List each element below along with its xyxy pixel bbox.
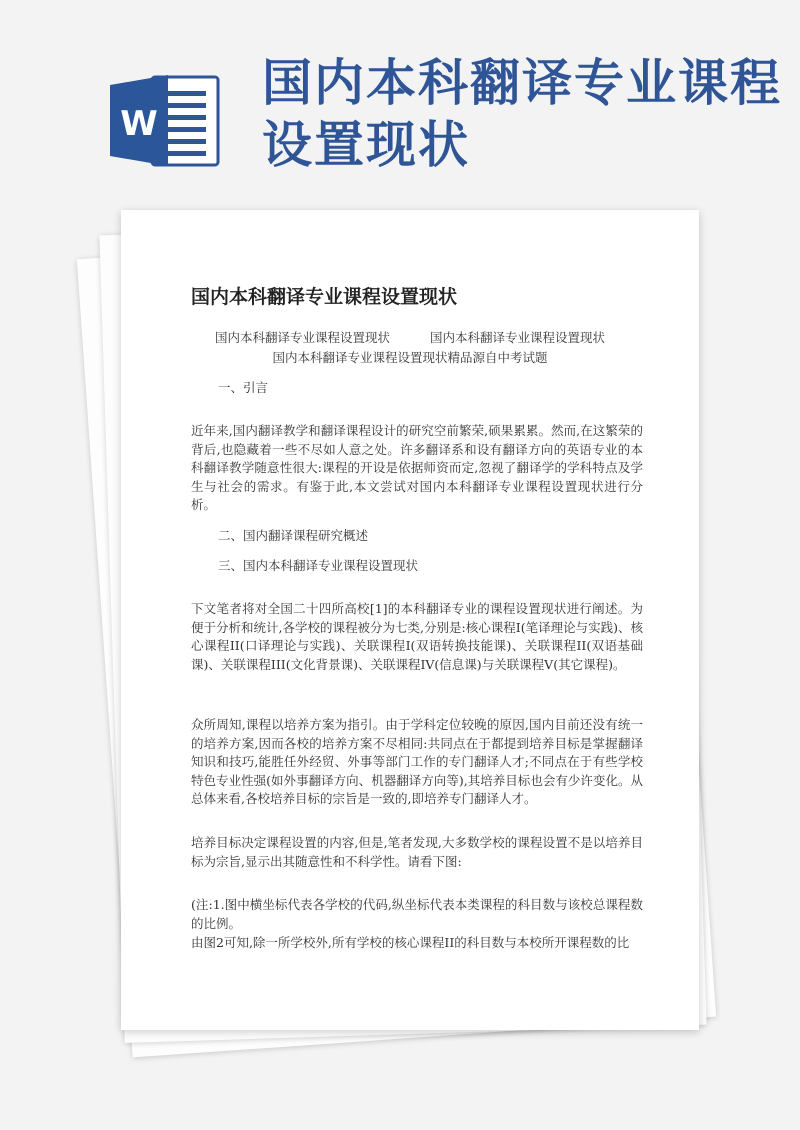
subtitle-row [121,328,699,346]
word-document-icon [108,73,220,168]
section-heading-overview: 二、国内翻译课程研究概述 [218,528,369,543]
header-title [262,52,782,176]
paragraph-5: (注:1.图中横坐标代表各学校的代码,纵坐标代表本类课程的科目数与该校总课程数的比例。 [191,897,643,931]
paragraph-2: 下文笔者将对全国二十四所高校[1]的本科翻译专业的课程设置现状进行阐述。为便于分析和统计,各学校的课程被分为七类,分别是:核心课程I(笔译理论与实践)、核心课程II(口译理论与实践)、关联课程I(双语转换技能课)、关联课程II(双语基础课)、关联课程III(文化背景课)、关联课程IV(信息课)与关联课程V(其它课程)。 [191,601,643,672]
section-heading-status: 三、国内本科翻译专业课程设置现状 [218,558,419,573]
paragraph-4: 培养目标决定课程设置的内容,但是,笔者发现,大多数学校的课程设置不是以培养目标为宗旨,显示出其随意性和不科学性。请看下图: [191,835,643,869]
paragraph-1: 近年来,国内翻译教学和翻译课程设计的研究空前繁荣,硕果累累。然而,在这繁荣的背后,也隐藏着一些不尽如人意之处。许多翻译系和设有翻译方向的英语专业的本科翻译教学随意性很大:课程的开设是依据师资而定,忽视了翻译学的学科特点及学生与社会的需求。有鉴于此,本文尝试对国内本科翻译专业课程设置现状进行分析。 [191,423,643,512]
section-heading-intro: 一、引言 [218,380,269,395]
subtitle-c: 国内本科翻译专业课程设置现状精品源自中考试题 [272,350,548,365]
logo-letter: W [120,104,158,144]
paragraph-3: 众所周知,课程以培养方案为指引。由于学科定位较晚的原因,国内目前还没有统一的培养方案,因而各校的培养方案不尽相同:共同点在于都提到培养目标是掌握翻译知识和技巧,能胜任外经贸、外事等部门工作的专门翻译人才;不同点在于有些学校特色专业性强(如外事翻译方向、机器翻译方向等),其培养目标也会有少许变化。从总体来看,各校培养目标的宗旨是一致的,即培养专门翻译人才。 [191,717,643,806]
header-title-line1: 国内本科翻译专业课程 [262,54,782,112]
subtitle-a: 国内本科翻译专业课程设置现状 [214,330,390,345]
document-page [121,210,699,1030]
paragraph-6: 由图2可知,除一所学校外,所有学校的核心课程II的科目数与本校所开课程数的比 [191,935,630,950]
subtitle-b: 国内本科翻译专业课程设置现状 [429,330,605,345]
header [0,0,800,205]
document-title: 国内本科翻译专业课程设置现状 [191,286,458,308]
header-title-line2: 设置现状 [262,116,470,174]
